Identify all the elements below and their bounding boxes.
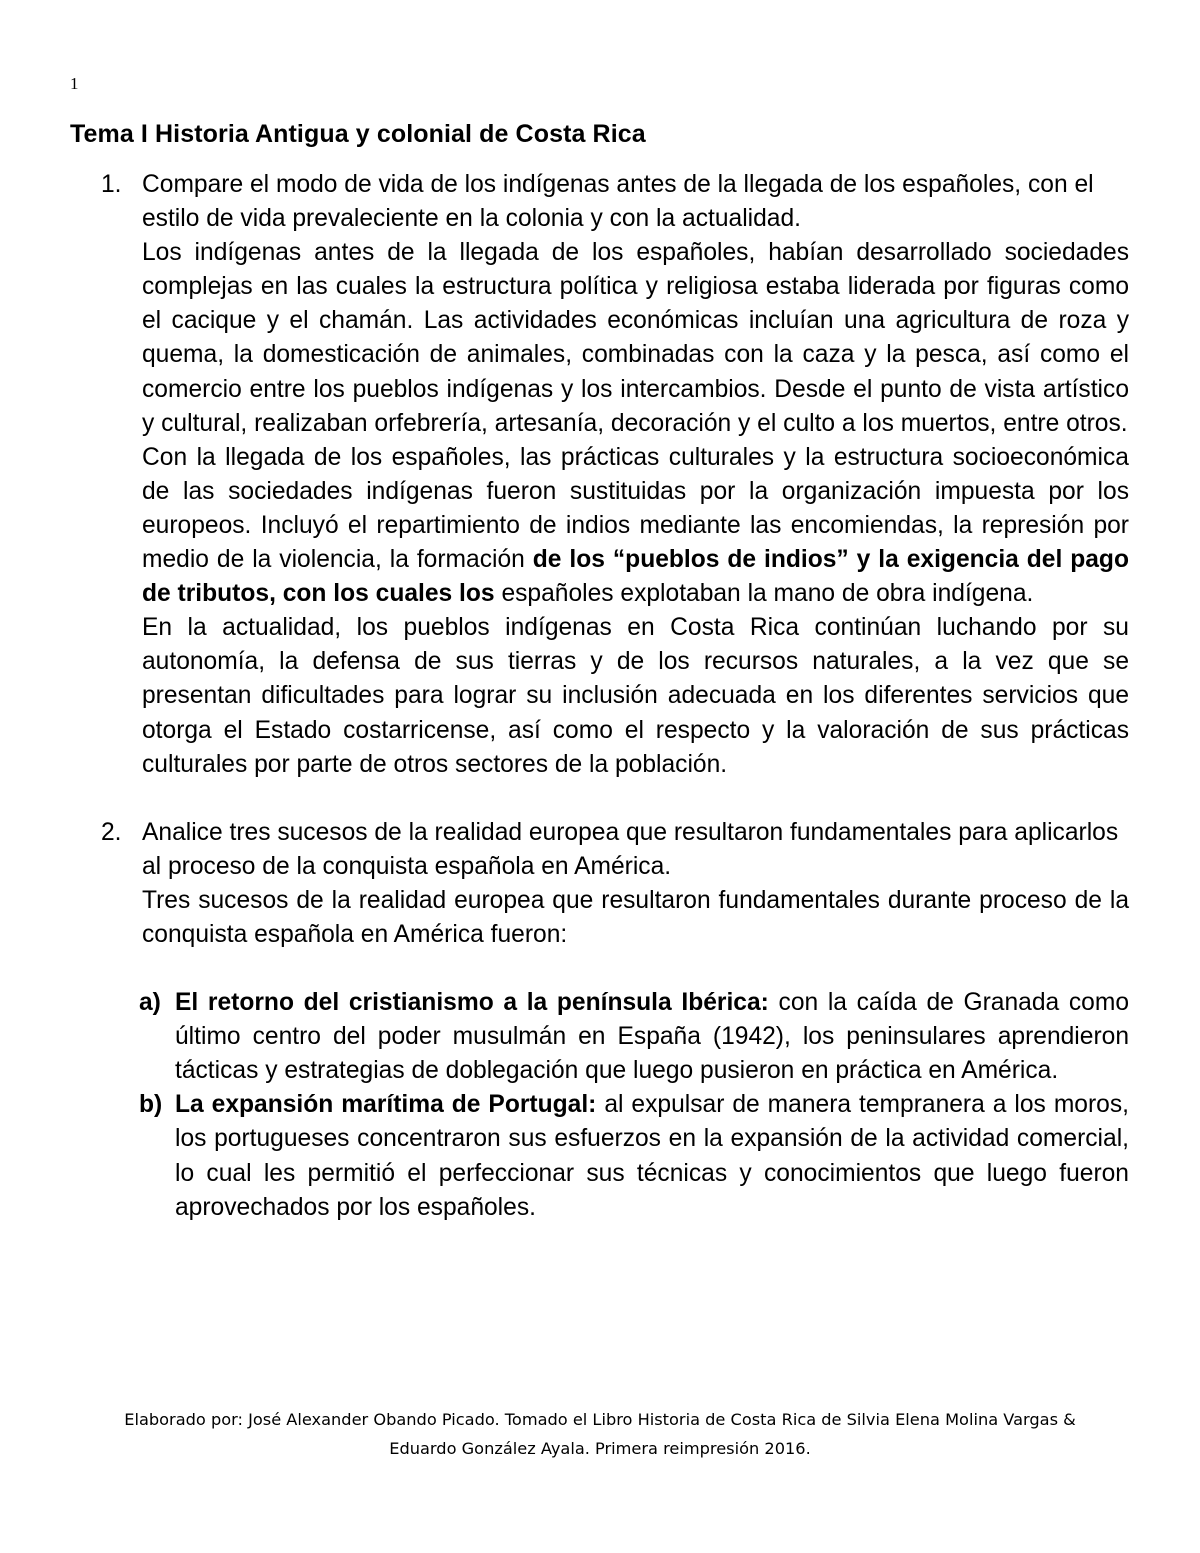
question-2-number: 2. bbox=[101, 818, 122, 846]
list-item-b bbox=[139, 1088, 1129, 1224]
answer-2-intro: Tres sucesos de la realidad europea que resultaron fundamentales durante proceso de la conquista española en América fueron: bbox=[142, 886, 1129, 948]
footer-line-1: Elaborado por: José Alexander Obando Picado. Tomado el Libro Historia de Costa Rica de Silvia Elena Molina Vargas & bbox=[124, 1410, 1076, 1429]
question-2 bbox=[101, 816, 1129, 952]
document-body bbox=[0, 168, 1200, 1225]
list-item-b-heading: La expansión marítima de Portugal: bbox=[175, 1091, 597, 1119]
document-title: Tema I Historia Antigua y colonial de Costa Rica bbox=[70, 120, 646, 148]
spacer bbox=[0, 782, 1200, 816]
page-number: 1 bbox=[70, 74, 79, 93]
question-1 bbox=[101, 168, 1129, 782]
list-item-b-label: b) bbox=[139, 1091, 163, 1119]
question-1-number: 1. bbox=[101, 171, 122, 198]
page-footer bbox=[60, 1405, 1140, 1463]
list-item-a bbox=[139, 986, 1129, 1088]
answer-1-paragraph-colony bbox=[142, 441, 1129, 611]
footer-line-2: Eduardo González Ayala. Primera reimpresión 2016. bbox=[389, 1439, 811, 1458]
answer-1-colony-end-text: españoles explotaban la mano de obra indígena. bbox=[501, 580, 1034, 608]
list-item-a-label: a) bbox=[139, 989, 161, 1017]
answer-1-colony-bold-text: de los “pueblos de indios” y la exigencia del pago de tributos, con los cuales los bbox=[142, 546, 1129, 608]
list-item-b-text: al expulsar de manera tempranera a los moros, los portugueses concentraron sus esfuerzos en la expansión de la actividad comercial, lo cual les permitió el perfeccionar sus técnicas y conocimientos que luego fueron aprovechados por los españoles. bbox=[175, 1091, 1129, 1221]
spacer bbox=[0, 952, 1200, 986]
answer-1-paragraph-indigenous: Los indígenas antes de la llegada de los españoles, habían desarrollado sociedades complejas en las cuales la estructura política y religiosa estaba liderada por figuras como el cacique y el chamán. Las actividades económicas incluían una agricultura de roza y quema, la domesticación de animales, combinadas con la caza y la pesca, así como el comercio entre los pueblos indígenas y los intercambios. Desde el punto de vista artístico y cultural, realizaban orfebrería, artesanía, decoración y el culto a los muertos, entre otros. bbox=[142, 239, 1129, 437]
list-item-a-heading: El retorno del cristianismo a la península Ibérica: bbox=[175, 989, 769, 1017]
question-2-prompt: Analice tres sucesos de la realidad europea que resultaron fundamentales para aplicarlos al proceso de la conquista española en América. bbox=[142, 818, 1119, 880]
list-item-a-text: con la caída de Granada como último centro del poder musulmán en España (1942), los peninsulares aprendieron tácticas y estrategias de doblegación que luego pusieron en práctica en América. bbox=[175, 989, 1129, 1085]
answer-1-paragraph-present: En la actualidad, los pueblos indígenas en Costa Rica continúan luchando por su autonomía, la defensa de sus tierras y de los recursos naturales, a la vez que se presentan dificultades para lograr su inclusión adecuada en los diferentes servicios que otorga el Estado costarricense, así como el respecto y la valoración de sus prácticas culturales por parte de otros sectores de la población. bbox=[142, 614, 1129, 778]
question-1-prompt: Compare el modo de vida de los indígenas antes de la llegada de los españoles, con el estilo de vida prevaleciente en la colonia y con la actualidad. bbox=[142, 171, 1094, 233]
answer-1-colony-text: Con la llegada de los españoles, las prácticas culturales y la estructura socioeconómica de las sociedades indígenas fueron sustituidas por la organización impuesta por los europeos. Incluyó el repartimiento de indios mediante las encomiendas, la represión por medio de la violencia, la formación bbox=[142, 443, 1129, 574]
